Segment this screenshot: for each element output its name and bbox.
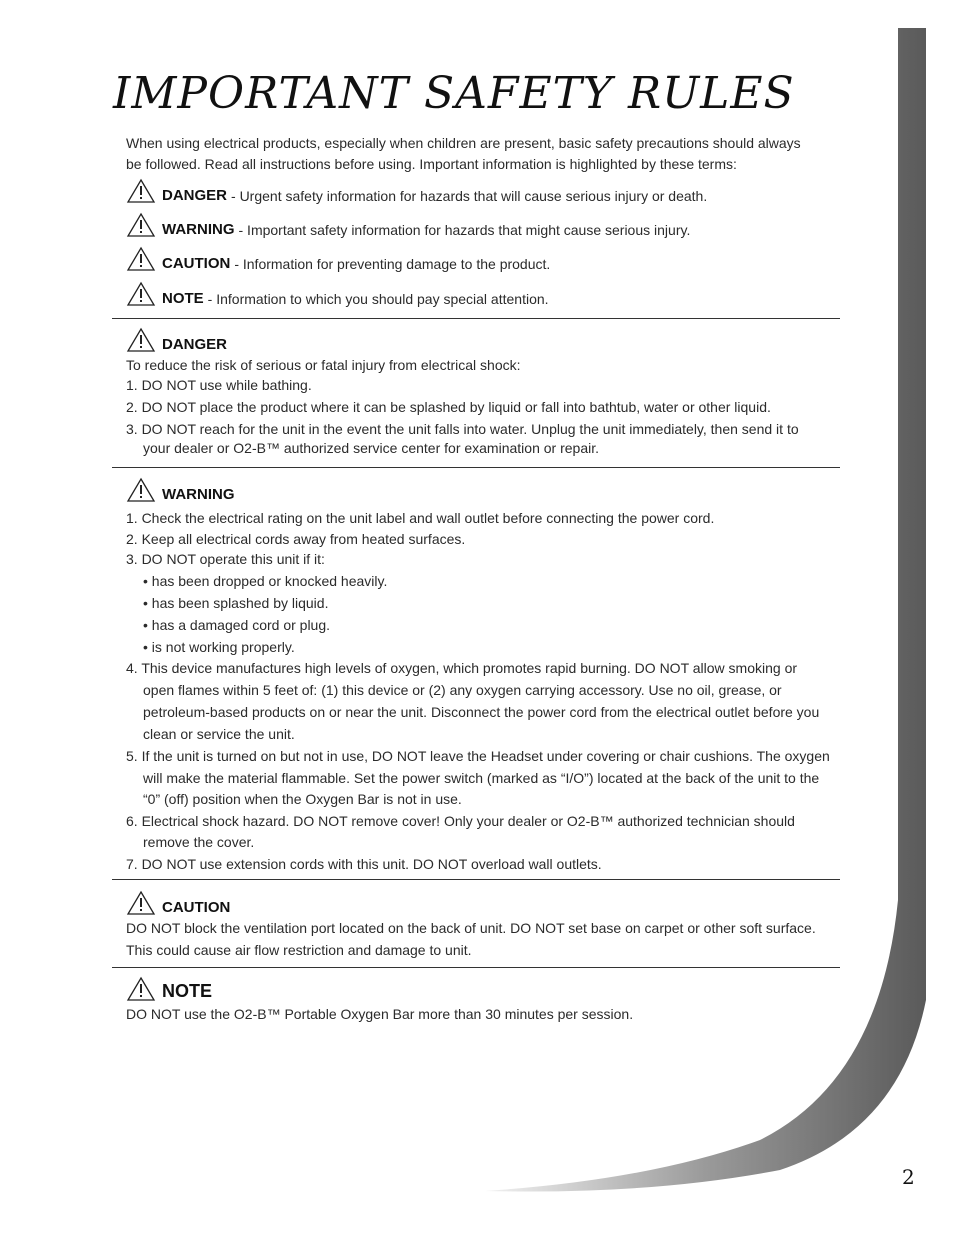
section-heading-label: DANGER	[162, 336, 228, 353]
warning-triangle-icon	[126, 178, 156, 204]
section-heading-label: CAUTION	[162, 899, 231, 916]
section-divider	[112, 467, 840, 468]
warning-line: remove the cover.	[143, 834, 255, 850]
warning-line: 5. If the unit is turned on but not in use, DO NOT leave the Headset under covering or chair cushions. The oxygen	[126, 748, 830, 764]
warning-triangle-icon	[126, 212, 156, 238]
section-divider	[112, 318, 840, 319]
warning-triangle-icon	[126, 246, 156, 272]
term-note	[126, 281, 549, 307]
warning-triangle-icon	[126, 327, 156, 353]
intro-paragraph: When using electrical products, especially when children are present, basic safety precautions should always be followed. Read all instructions before using. Important information is highlighted by these terms:	[126, 135, 801, 172]
warning-triangle-icon	[126, 477, 156, 503]
danger-line: 2. DO NOT place the product where it can be splashed by liquid or fall into bathtub, water or other liquid.	[126, 399, 771, 415]
warning-line: 1. Check the electrical rating on the unit label and wall outlet before connecting the power cord.	[126, 510, 715, 526]
warning-line: clean or service the unit.	[143, 726, 295, 742]
warning-line: 4. This device manufactures high levels of oxygen, which promotes rapid burning. DO NOT allow smoking or	[126, 660, 798, 676]
warning-line: 6. Electrical shock hazard. DO NOT remove cover! Only your dealer or O2-B™ authorized technician should	[126, 813, 795, 829]
term-text: - Important safety information for hazards that might cause serious injury.	[238, 222, 691, 238]
danger-heading	[126, 325, 227, 353]
note-line: DO NOT use the O2-B™ Portable Oxygen Bar more than 30 minutes per session.	[126, 1006, 634, 1022]
warning-line: 3. DO NOT operate this unit if it:	[126, 551, 325, 567]
note-heading	[126, 974, 212, 1002]
term-label: NOTE	[162, 290, 204, 307]
warning-triangle-icon	[126, 976, 156, 1002]
section-divider	[112, 879, 840, 880]
warning-heading	[126, 475, 235, 503]
warning-line: 2. Keep all electrical cords away from heated surfaces.	[126, 531, 466, 547]
warning-line: • is not working properly.	[143, 639, 295, 655]
warning-line: will make the material flammable. Set the power switch (marked as “I/O”) located at the back of the unit to the	[143, 770, 820, 786]
term-label: CAUTION	[162, 255, 231, 272]
term-text: - Information to which you should pay special attention.	[207, 291, 549, 307]
warning-line: petroleum-based products on or near the unit. Disconnect the power cord from the electrical outlet before you	[143, 704, 820, 720]
caution-line: This could cause air flow restriction and damage to unit.	[126, 942, 472, 958]
danger-line: 1. DO NOT use while bathing.	[126, 377, 312, 393]
term-caution	[126, 246, 550, 272]
warning-line: “0” (off) position when the Oxygen Bar is not in use.	[143, 791, 462, 807]
danger-line: 3. DO NOT reach for the unit in the event the unit falls into water. Unplug the unit immediately, then send it to	[126, 421, 799, 437]
danger-line: To reduce the risk of serious or fatal injury from electrical shock:	[126, 357, 521, 373]
term-label: DANGER	[162, 187, 228, 204]
caution-line: DO NOT block the ventilation port located on the back of unit. DO NOT set base on carpet or other soft surface.	[126, 920, 816, 936]
warning-triangle-icon	[126, 281, 156, 307]
caution-heading	[126, 888, 230, 916]
page-title: IMPORTANT SAFETY RULES	[113, 68, 795, 119]
term-text: - Information for preventing damage to the product.	[234, 256, 551, 272]
warning-line: 7. DO NOT use extension cords with this unit. DO NOT overload wall outlets.	[126, 856, 602, 872]
warning-line: • has been splashed by liquid.	[143, 595, 329, 611]
term-warning	[126, 212, 690, 238]
term-text: - Urgent safety information for hazards that will cause serious injury or death.	[231, 188, 708, 204]
page-number: 2	[902, 1165, 915, 1189]
warning-triangle-icon	[126, 890, 156, 916]
danger-line: your dealer or O2-B™ authorized service center for examination or repair.	[143, 440, 599, 456]
warning-line: open flames within 5 feet of: (1) this device or (2) any oxygen carrying accessory. Use no oil, grease, or	[143, 682, 782, 698]
warning-line: • has a damaged cord or plug.	[143, 617, 331, 633]
section-heading-label: NOTE	[162, 981, 213, 1001]
term-danger	[126, 178, 707, 204]
term-label: WARNING	[162, 221, 235, 238]
warning-line: • has been dropped or knocked heavily.	[143, 573, 388, 589]
section-divider	[112, 967, 840, 968]
section-heading-label: WARNING	[162, 486, 235, 503]
